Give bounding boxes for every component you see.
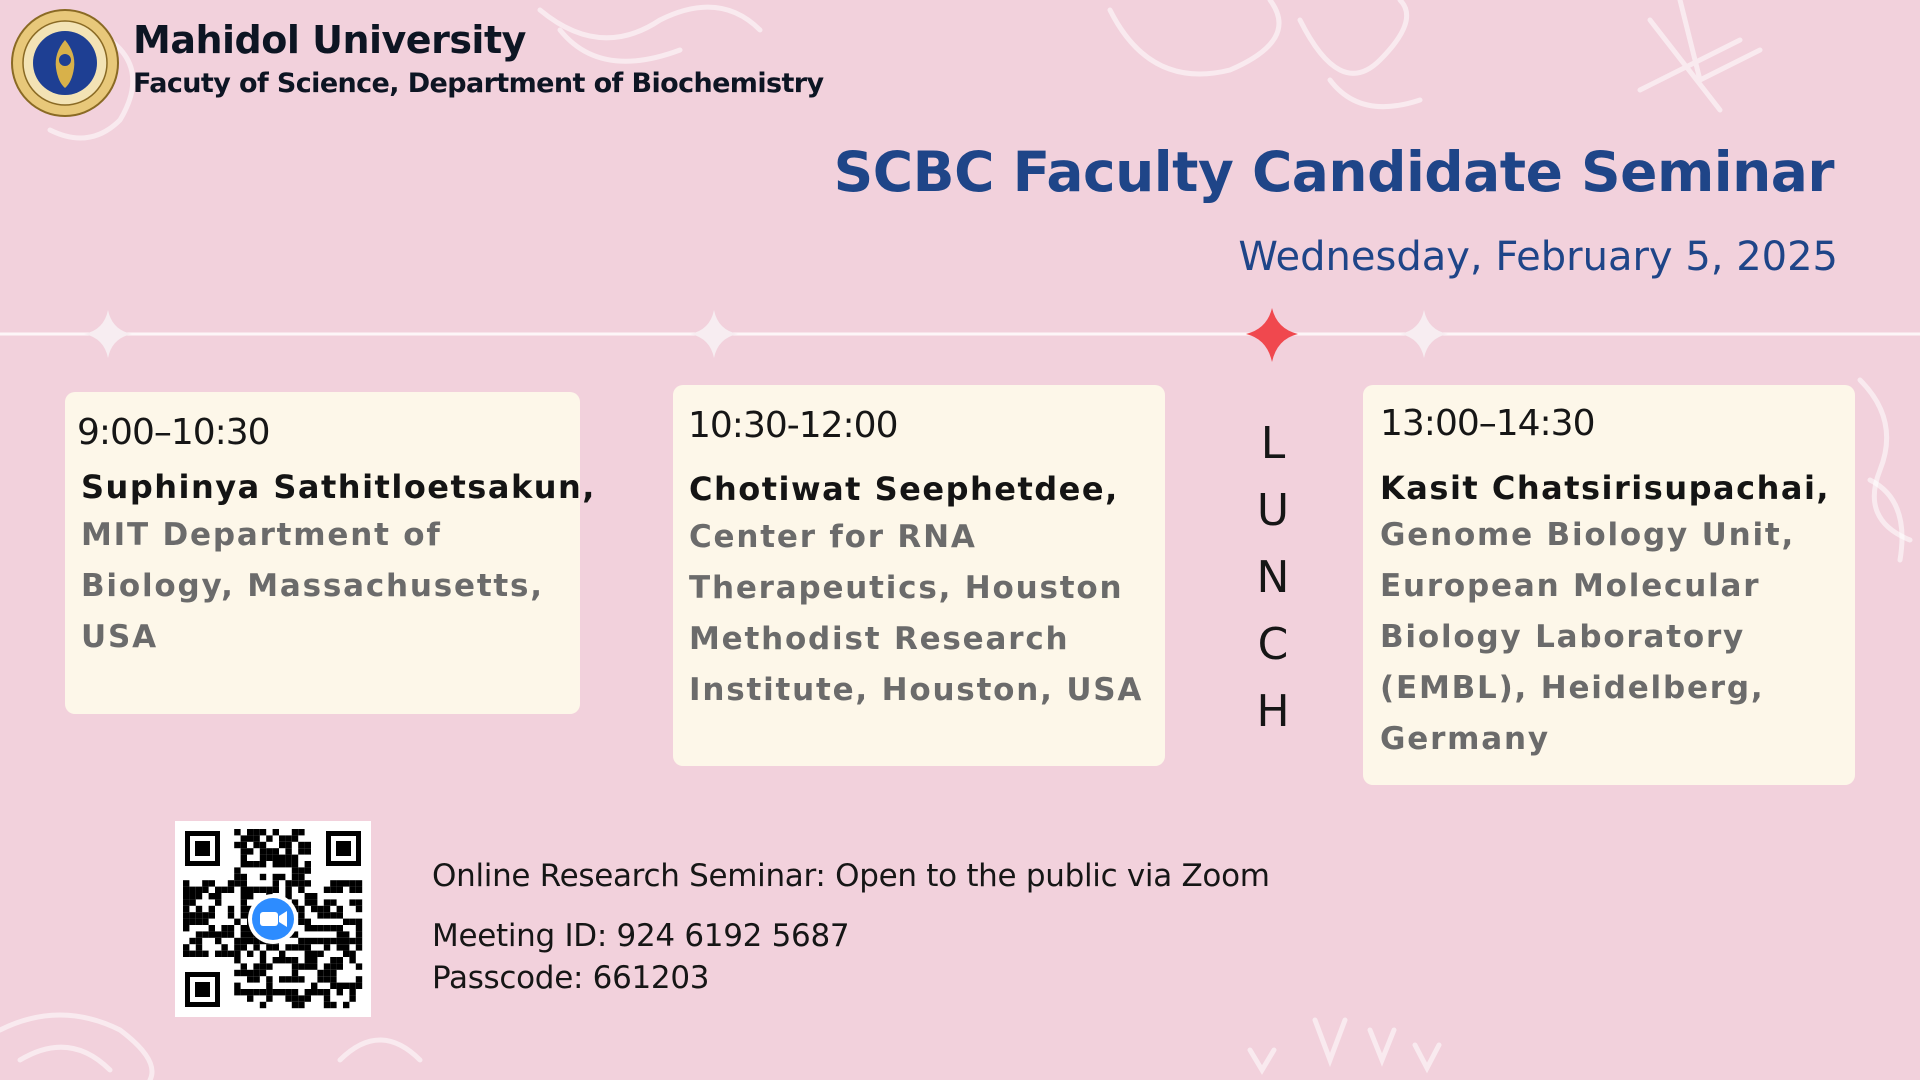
- lunch-letter: C: [1257, 619, 1289, 670]
- affiliation-line: MIT Department of: [81, 517, 442, 553]
- university-name: Mahidol University: [133, 18, 526, 62]
- four-point-star-icon: [1400, 310, 1448, 358]
- zoom-camera-icon: [248, 894, 298, 944]
- speaker-name: Chotiwat Seephetdee,: [689, 470, 1119, 508]
- affiliation-line: Center for RNA: [689, 519, 977, 555]
- speaker-affiliation: [1380, 510, 1795, 765]
- session-time: 13:00–14:30: [1380, 403, 1595, 444]
- meeting-passcode: Passcode: 661203: [432, 960, 710, 996]
- speaker-name: Kasit Chatsirisupachai,: [1380, 469, 1831, 507]
- affiliation-line: Methodist Research: [689, 621, 1070, 657]
- affiliation-line: Germany: [1380, 721, 1550, 757]
- session-card-2: [673, 385, 1165, 766]
- session-card-3: [1363, 385, 1855, 785]
- mahidol-university-seal: [10, 8, 120, 118]
- meeting-id: Meeting ID: 924 6192 5687: [432, 918, 850, 954]
- speaker-name: Suphinya Sathitloetsakun,: [81, 468, 596, 506]
- department-name: Facuty of Science, Department of Biochemistry: [133, 68, 824, 99]
- affiliation-line: Genome Biology Unit,: [1380, 517, 1796, 553]
- lunch-letter: U: [1256, 485, 1290, 536]
- affiliation-line: Institute, Houston, USA: [689, 672, 1144, 708]
- seminar-title: SCBC Faculty Candidate Seminar: [833, 140, 1834, 204]
- affiliation-line: USA: [81, 619, 158, 655]
- affiliation-line: Biology, Massachusetts,: [81, 568, 544, 604]
- session-time: 10:30-12:00: [688, 405, 898, 446]
- four-point-star-icon: [84, 310, 132, 358]
- four-point-star-icon: [690, 310, 738, 358]
- lunch-letter: L: [1260, 418, 1286, 469]
- affiliation-line: European Molecular: [1380, 568, 1761, 604]
- session-time: 9:00–10:30: [77, 412, 270, 453]
- zoom-headline: Online Research Seminar: Open to the public via Zoom: [432, 858, 1270, 894]
- affiliation-line: (EMBL), Heidelberg,: [1380, 670, 1765, 706]
- four-point-star-icon: [1246, 308, 1298, 362]
- lunch-break-label: [1248, 410, 1298, 745]
- speaker-affiliation: [689, 512, 1143, 716]
- affiliation-line: Biology Laboratory: [1380, 619, 1746, 655]
- session-card-1: [65, 392, 596, 714]
- affiliation-line: Therapeutics, Houston: [689, 570, 1124, 606]
- speaker-affiliation: [81, 510, 544, 663]
- zoom-qr-code[interactable]: [175, 821, 371, 1017]
- lunch-letter: H: [1256, 686, 1290, 737]
- seminar-date: Wednesday, February 5, 2025: [1238, 234, 1838, 280]
- lunch-letter: N: [1256, 552, 1290, 603]
- qr-code-pattern: [175, 821, 371, 1017]
